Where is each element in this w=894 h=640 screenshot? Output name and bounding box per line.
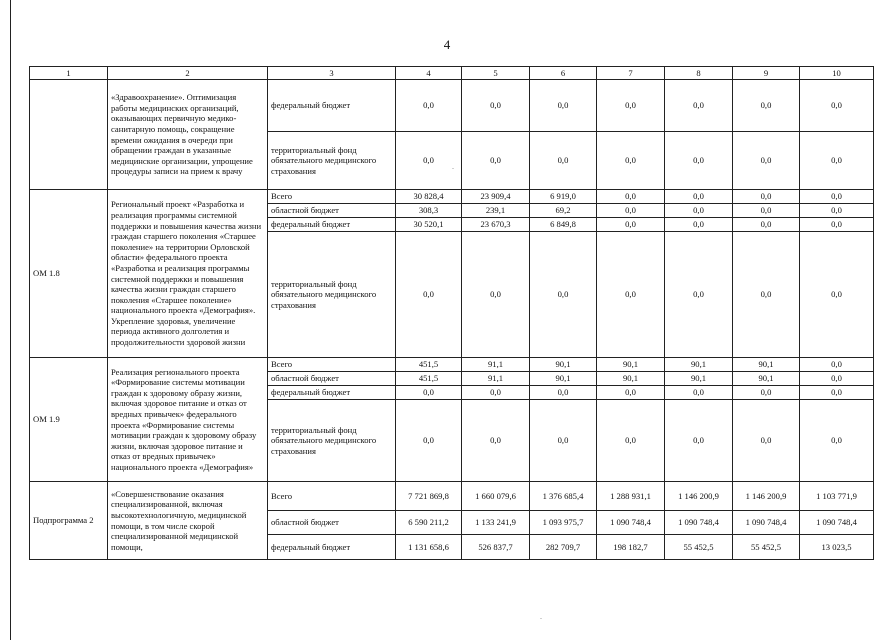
table-row (30, 482, 874, 511)
amount-cell: 1 288 931,1 (597, 482, 665, 511)
scan-speck: . (540, 612, 542, 621)
funding-source: федеральный бюджет (268, 535, 396, 560)
amount-cell: 90,1 (530, 372, 597, 386)
amount-cell: 0,0 (665, 80, 733, 132)
amount-cell: 1 660 079,6 (462, 482, 530, 511)
funding-source: территориальный фонд обязательного медицинского страхования (268, 232, 396, 358)
amount-cell: 0,0 (597, 232, 665, 358)
measure-code: Подпрограмма 2 (30, 482, 108, 560)
amount-cell: 1 146 200,9 (733, 482, 800, 511)
amount-cell: 0,0 (396, 80, 462, 132)
amount-cell: 0,0 (396, 132, 462, 190)
column-header: 5 (462, 67, 530, 80)
amount-cell: 90,1 (733, 358, 800, 372)
amount-cell: 0,0 (530, 80, 597, 132)
column-header: 8 (665, 67, 733, 80)
amount-cell: 90,1 (733, 372, 800, 386)
amount-cell: 1 376 685,4 (530, 482, 597, 511)
funding-source: федеральный бюджет (268, 218, 396, 232)
amount-cell: 0,0 (597, 218, 665, 232)
amount-cell: 69,2 (530, 204, 597, 218)
amount-cell: 90,1 (597, 358, 665, 372)
table-row (30, 190, 874, 204)
amount-cell: 0,0 (396, 386, 462, 400)
measure-code: ОМ 1.8 (30, 190, 108, 358)
amount-cell: 0,0 (733, 190, 800, 204)
amount-cell: 451,5 (396, 372, 462, 386)
amount-cell: 91,1 (462, 358, 530, 372)
measure-code (30, 80, 108, 190)
amount-cell: 0,0 (530, 400, 597, 482)
funding-source: Всего (268, 482, 396, 511)
amount-cell: 308,3 (396, 204, 462, 218)
amount-cell: 0,0 (597, 204, 665, 218)
amount-cell: 0,0 (597, 190, 665, 204)
table-row (30, 80, 874, 132)
amount-cell: 1 093 975,7 (530, 511, 597, 535)
amount-cell: 90,1 (597, 372, 665, 386)
amount-cell: 0,0 (800, 372, 874, 386)
amount-cell: 0,0 (800, 204, 874, 218)
amount-cell: 1 090 748,4 (733, 511, 800, 535)
amount-cell: 0,0 (462, 80, 530, 132)
amount-cell: 0,0 (800, 358, 874, 372)
amount-cell: 0,0 (462, 386, 530, 400)
amount-cell: 55 452,5 (733, 535, 800, 560)
amount-cell: 0,0 (665, 190, 733, 204)
measure-name: Реализация регионального проекта «Формирование системы мотивации граждан к здоровому образу жизни, включая здоровое питание и отказ от вредных привычек» федерального проекта «Формирование системы мотивации граждан к здоровому образу жизни, включая здоровое питание и отказ от вредных привычек» национального проекта «Демография» (108, 358, 268, 482)
amount-cell: 30 828,4 (396, 190, 462, 204)
amount-cell: 0,0 (530, 232, 597, 358)
column-header: 1 (30, 67, 108, 80)
column-header: 6 (530, 67, 597, 80)
amount-cell: 0,0 (396, 400, 462, 482)
column-header: 7 (597, 67, 665, 80)
amount-cell: 282 709,7 (530, 535, 597, 560)
amount-cell: 0,0 (733, 132, 800, 190)
amount-cell: 0,0 (530, 386, 597, 400)
funding-source: территориальный фонд обязательного медицинского страхования (268, 132, 396, 190)
column-header: 3 (268, 67, 396, 80)
amount-cell: 0,0 (597, 132, 665, 190)
amount-cell: 91,1 (462, 372, 530, 386)
amount-cell: 0,0 (462, 400, 530, 482)
amount-cell: 239,1 (462, 204, 530, 218)
amount-cell: 0,0 (462, 132, 530, 190)
page-left-edge-line (10, 0, 11, 640)
funding-source: областной бюджет (268, 511, 396, 535)
amount-cell: 0,0 (733, 80, 800, 132)
amount-cell: 0,0 (800, 80, 874, 132)
amount-cell: 1 090 748,4 (597, 511, 665, 535)
amount-cell: 90,1 (665, 358, 733, 372)
funding-source: федеральный бюджет (268, 386, 396, 400)
amount-cell: 23 909,4 (462, 190, 530, 204)
amount-cell: 0,0 (800, 386, 874, 400)
funding-source: Всего (268, 358, 396, 372)
amount-cell: 1 133 241,9 (462, 511, 530, 535)
amount-cell: 0,0 (733, 232, 800, 358)
amount-cell: 0,0 (800, 132, 874, 190)
measure-name: Региональный проект «Разработка и реализация программы системной поддержки и повышения качества жизни граждан старшего поколения «Старшее поколение» на территории Орловской области» федерального проекта «Разработка и реализация программы системной поддержки и повышения качества жизни граждан старшего поколения «Старшее поколение» национального проекта «Демография». Укрепление здоровья, увеличение периода активного долголетия и продолжительности здоровой жизни (108, 190, 268, 358)
funding-source: областной бюджет (268, 372, 396, 386)
funding-source: федеральный бюджет (268, 80, 396, 132)
amount-cell: 6 919,0 (530, 190, 597, 204)
amount-cell: 30 520,1 (396, 218, 462, 232)
column-header: 9 (733, 67, 800, 80)
amount-cell: 0,0 (665, 400, 733, 482)
amount-cell: 0,0 (800, 190, 874, 204)
amount-cell: 526 837,7 (462, 535, 530, 560)
amount-cell: 13 023,5 (800, 535, 874, 560)
amount-cell: 451,5 (396, 358, 462, 372)
amount-cell: 23 670,3 (462, 218, 530, 232)
amount-cell: 0,0 (800, 218, 874, 232)
amount-cell: 1 090 748,4 (665, 511, 733, 535)
amount-cell: 0,0 (665, 232, 733, 358)
column-header: 10 (800, 67, 874, 80)
amount-cell: 0,0 (597, 386, 665, 400)
amount-cell: 0,0 (733, 204, 800, 218)
funding-source: Всего (268, 190, 396, 204)
column-number-row (30, 67, 874, 80)
scan-speck: . (452, 162, 454, 171)
amount-cell: 0,0 (665, 204, 733, 218)
amount-cell: 198 182,7 (597, 535, 665, 560)
measure-code: ОМ 1.9 (30, 358, 108, 482)
funding-source: территориальный фонд обязательного медицинского страхования (268, 400, 396, 482)
amount-cell: 7 721 869,8 (396, 482, 462, 511)
amount-cell: 0,0 (800, 400, 874, 482)
column-header: 2 (108, 67, 268, 80)
amount-cell: 0,0 (665, 218, 733, 232)
amount-cell: 0,0 (733, 400, 800, 482)
amount-cell: 90,1 (530, 358, 597, 372)
amount-cell: 1 146 200,9 (665, 482, 733, 511)
funding-source: областной бюджет (268, 204, 396, 218)
amount-cell: 6 849,8 (530, 218, 597, 232)
amount-cell: 0,0 (665, 386, 733, 400)
budget-table (29, 66, 874, 560)
measure-name: «Совершенствование оказания специализированной, включая высокотехнологичную, медицинской помощи, в том числе скорой специализированной медицинской помощи, (108, 482, 268, 560)
amount-cell: 0,0 (597, 400, 665, 482)
measure-name: «Здравоохранение». Оптимизация работы медицинских организаций, оказывающих первичную медико-санитарную помощь, сокращение времени ожидания в очереди при обращении граждан в указанные медицинские организации, упрощение процедуры записи на прием к врачу (108, 80, 268, 190)
amount-cell: 1 103 771,9 (800, 482, 874, 511)
amount-cell: 6 590 211,2 (396, 511, 462, 535)
amount-cell: 0,0 (665, 132, 733, 190)
column-header: 4 (396, 67, 462, 80)
amount-cell: 0,0 (733, 218, 800, 232)
amount-cell: 0,0 (800, 232, 874, 358)
amount-cell: 55 452,5 (665, 535, 733, 560)
amount-cell: 0,0 (733, 386, 800, 400)
amount-cell: 1 090 748,4 (800, 511, 874, 535)
amount-cell: 0,0 (396, 232, 462, 358)
page-number: 4 (443, 37, 451, 52)
amount-cell: 90,1 (665, 372, 733, 386)
table-row (30, 358, 874, 372)
amount-cell: 0,0 (462, 232, 530, 358)
amount-cell: 0,0 (597, 80, 665, 132)
amount-cell: 0,0 (530, 132, 597, 190)
amount-cell: 1 131 658,6 (396, 535, 462, 560)
